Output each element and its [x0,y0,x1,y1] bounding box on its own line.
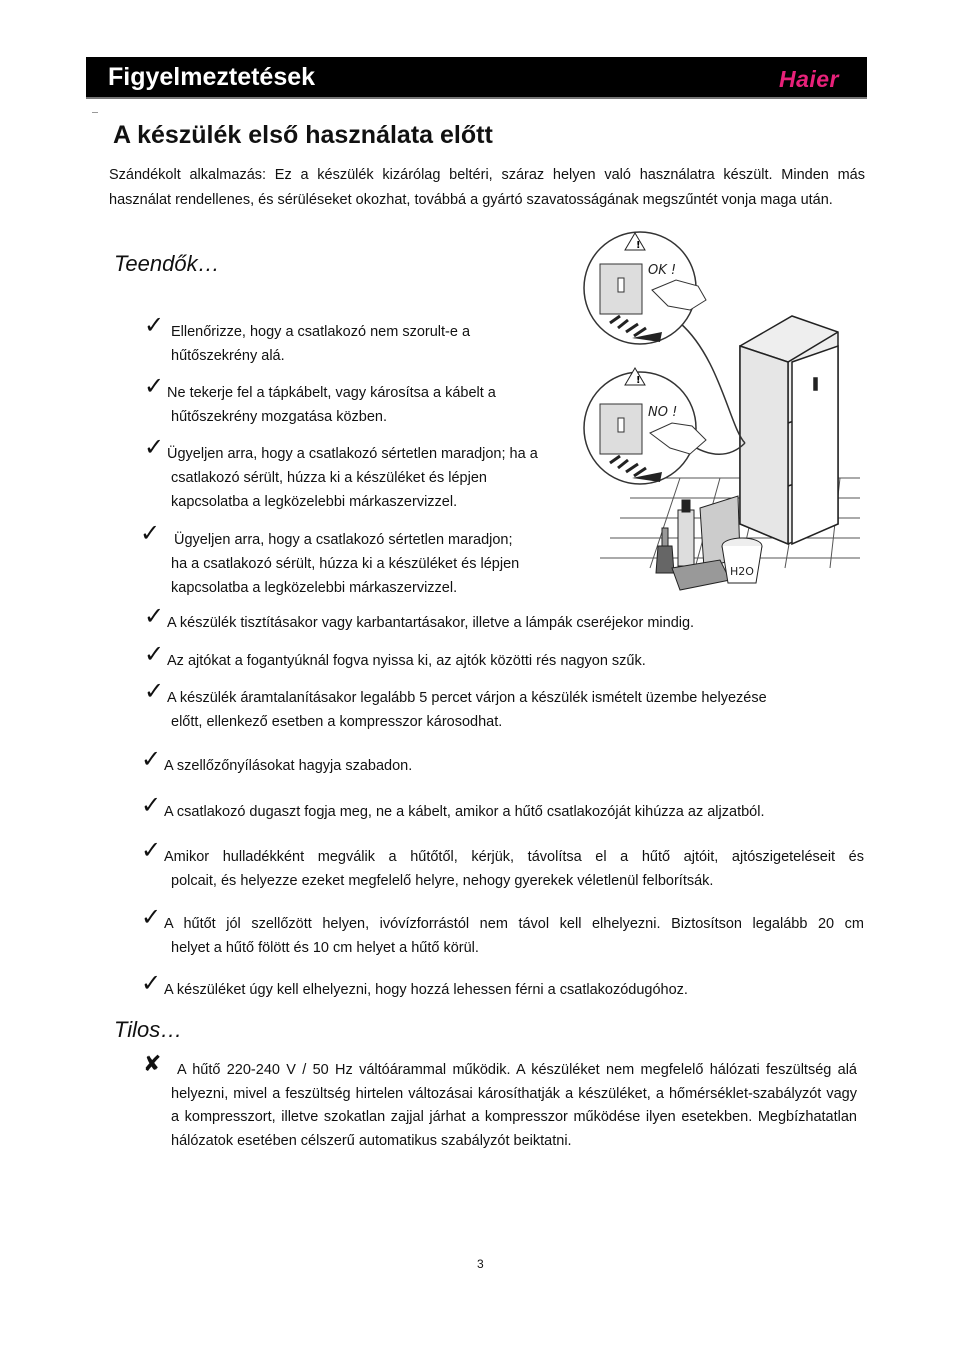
todo-item [164,845,864,893]
todo-item-line: ha a csatlakozó sérült, húzza ki a készüléket és lépjen [171,556,520,572]
todo-item [167,649,646,673]
todo-item-line: A csatlakozó dugaszt fogja meg, ne a kábelt, amikor a hűtő csatlakozóját kihúzza az aljzatból. [164,804,765,820]
todo-item [164,754,412,778]
haier-logo: Haier [778,66,839,92]
check-icon: ✓ [141,791,162,819]
check-icon: ✓ [144,640,165,668]
todo-item-line: Ne tekerje fel a tápkábelt, vagy károsítsa a kábelt a [167,385,496,401]
check-icon: ✓ [141,745,162,773]
check-icon: ✓ [144,311,165,339]
check-icon: ✓ [140,519,161,547]
check-icon: ✓ [144,602,165,630]
todo-item [164,800,764,824]
todo-item [164,978,688,1002]
todo-item-line: Amikor hulladékként megválik a hűtőtől, kérjük, távolítsa el a hűtő ajtóit, ajtószigeteléseit és [164,849,864,865]
check-icon: ✓ [144,433,165,461]
todo-item-line: polcait, és helyezze ezeket megfelelő helyre, nehogy gyerekek véletlenül felborítsák. [171,873,714,889]
todo-item-line: Ellenőrizze, hogy a csatlakozó nem szorult-e a [171,324,471,340]
page-heading: A készülék első használata előtt [113,121,493,149]
todo-item [171,528,519,600]
todo-item-line: kapcsolatba a legközelebbi márkaszervizzel. [171,494,458,510]
ok-label: OK ! [648,263,677,278]
todo-item [167,686,767,734]
todo-item [167,442,538,514]
forbidden-text: A hűtő 220-240 V / 50 Hz váltóárammal működik. A készüléket nem megfelelő hálózati feszültség alá helyezni, mivel a feszültség hirtelen változásai károsíthatják a készüléket, a hőmérséklet-szabályzót vagy a kompresszort, illetve szokatlan zajjal járhat a kompresszor működése ilyen esetekben. Megbízhatatlan hálózatok esetében célszerű automatikus szabályzót beiktatni. [171,1062,857,1149]
intro-paragraph: Szándékolt alkalmazás: Ez a készülék kizárólag beltéri, száraz helyen való használatra készült. Minden más használat rendellenes, és sérüléseket okozhat, továbbá a gyártó szavatosságának megszűntét vonja maga után. [109,167,865,208]
todo-item-line: csatlakozó sérült, húzza ki a készüléket és lépjen [171,470,487,486]
forbidden-paragraph [171,1059,857,1153]
check-icon: ✓ [141,903,162,931]
todo-item-line: helyet a hűtő fölött és 10 cm helyet a hűtő körül. [171,940,479,956]
cross-icon: ✘ [143,1052,162,1077]
todo-item-line: előtt, ellenkező esetben a kompresszor károsodhat. [171,714,503,730]
ok-plug-icon [584,232,706,344]
todo-item [167,611,694,635]
todo-item-line: Ügyeljen arra, hogy a csatlakozó sértetlen maradjon; ha a [167,446,538,462]
todo-item-line: kapcsolatba a legközelebbi márkaszervizzel. [171,580,458,596]
todo-item [171,320,470,368]
todo-title: Teendők… [114,251,220,276]
safety-illustration [580,228,862,598]
no-plug-icon [584,368,706,484]
margin-mark [92,112,98,113]
refrigerator-icon [740,316,838,544]
forbidden-title: Tilos… [114,1017,183,1042]
todo-item-line: A hűtőt jól szellőzött helyen, ivóvízforrástól nem távol kell elhelyezni. Biztosítson legalább 20 cm [164,916,864,932]
todo-item-line: hűtőszekrény mozgatása közben. [171,409,388,425]
no-label: NO ! [648,405,678,420]
check-icon: ✓ [144,372,165,400]
todo-item [167,381,496,429]
header-bar [86,57,867,99]
todo-item-line: Ügyeljen arra, hogy a csatlakozó sértetlen maradjon; [174,532,513,548]
page-number: 3 [477,1257,484,1271]
svg-text:!: ! [636,375,641,386]
todo-item-line: A készülék áramtalanításakor legalább 5 percet várjon a készülék ismételt üzembe helyezése [167,690,767,706]
todo-item-line: hűtőszekrény alá. [171,348,285,364]
water-label: H2O [730,565,754,578]
todo-item [164,912,864,960]
todo-item-line: A készüléket úgy kell elhelyezni, hogy hozzá lehessen férni a csatlakozódugóhoz. [164,982,688,998]
todo-item-line: A készülék tisztításakor vagy karbantartásakor, illetve a lámpák cseréjekor mindig. [167,615,695,631]
check-icon: ✓ [141,836,162,864]
check-icon: ✓ [144,677,165,705]
header-title: Figyelmeztetések [108,63,316,91]
svg-text:!: ! [636,240,641,251]
todo-item-line: Az ajtókat a fogantyúknál fogva nyissa ki, az ajtók közötti rés nagyon szűk. [167,653,646,669]
check-icon: ✓ [141,969,162,997]
todo-item-line: A szellőzőnyílásokat hagyja szabadon. [164,758,413,774]
